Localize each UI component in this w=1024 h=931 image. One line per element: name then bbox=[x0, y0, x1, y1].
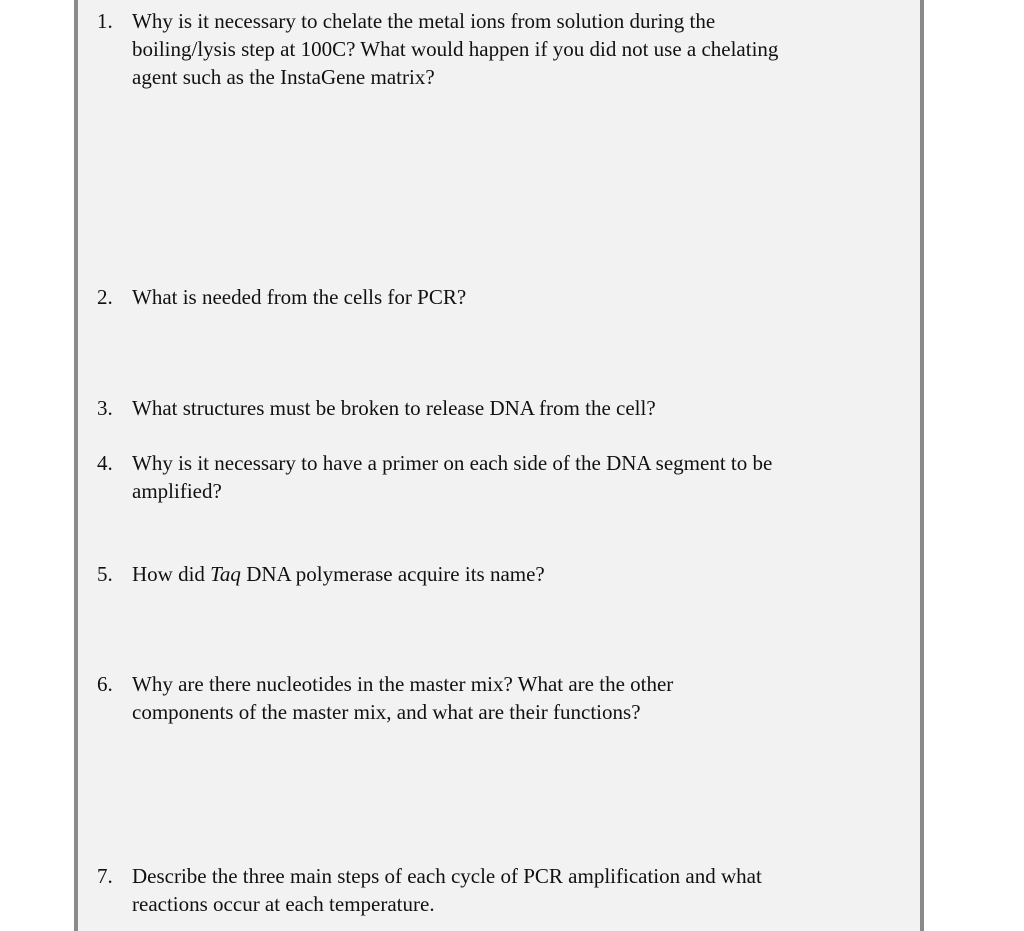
question-text bbox=[132, 862, 872, 918]
question-line: boiling/lysis step at 100C? What would happen if you did not use a chelating bbox=[132, 37, 779, 61]
question-number: 1. bbox=[97, 9, 113, 33]
question-line bbox=[132, 560, 872, 588]
question-text-part: How did bbox=[132, 562, 211, 586]
question-number: 7. bbox=[97, 864, 113, 888]
question-number: 4. bbox=[97, 451, 113, 475]
question-line: Describe the three main steps of each cycle of PCR amplification and what bbox=[132, 864, 762, 888]
question-text bbox=[132, 283, 872, 311]
question-line: amplified? bbox=[132, 479, 222, 503]
question-line: reactions occur at each temperature. bbox=[132, 892, 435, 916]
question-line: What structures must be broken to release DNA from the cell? bbox=[132, 396, 656, 420]
question-number: 3. bbox=[97, 396, 113, 420]
worksheet-page bbox=[74, 0, 924, 931]
question-text-part: DNA polymerase acquire its name? bbox=[240, 562, 545, 586]
question-number: 5. bbox=[97, 562, 113, 586]
question-line: Why is it necessary to chelate the metal ions from solution during the bbox=[132, 9, 716, 33]
question-number: 2. bbox=[97, 285, 113, 309]
question-text bbox=[132, 560, 872, 588]
question-text bbox=[132, 449, 872, 505]
question-line: agent such as the InstaGene matrix? bbox=[132, 65, 435, 89]
question-line: components of the master mix, and what are their functions? bbox=[132, 700, 641, 724]
question-line: Why are there nucleotides in the master mix? What are the other bbox=[132, 672, 674, 696]
question-line: What is needed from the cells for PCR? bbox=[132, 285, 467, 309]
species-name: Taq bbox=[210, 562, 241, 586]
question-number: 6. bbox=[97, 672, 113, 696]
question-text bbox=[132, 394, 872, 422]
question-line: Why is it necessary to have a primer on each side of the DNA segment to be bbox=[132, 451, 773, 475]
question-text bbox=[132, 7, 872, 91]
question-text bbox=[132, 670, 872, 726]
